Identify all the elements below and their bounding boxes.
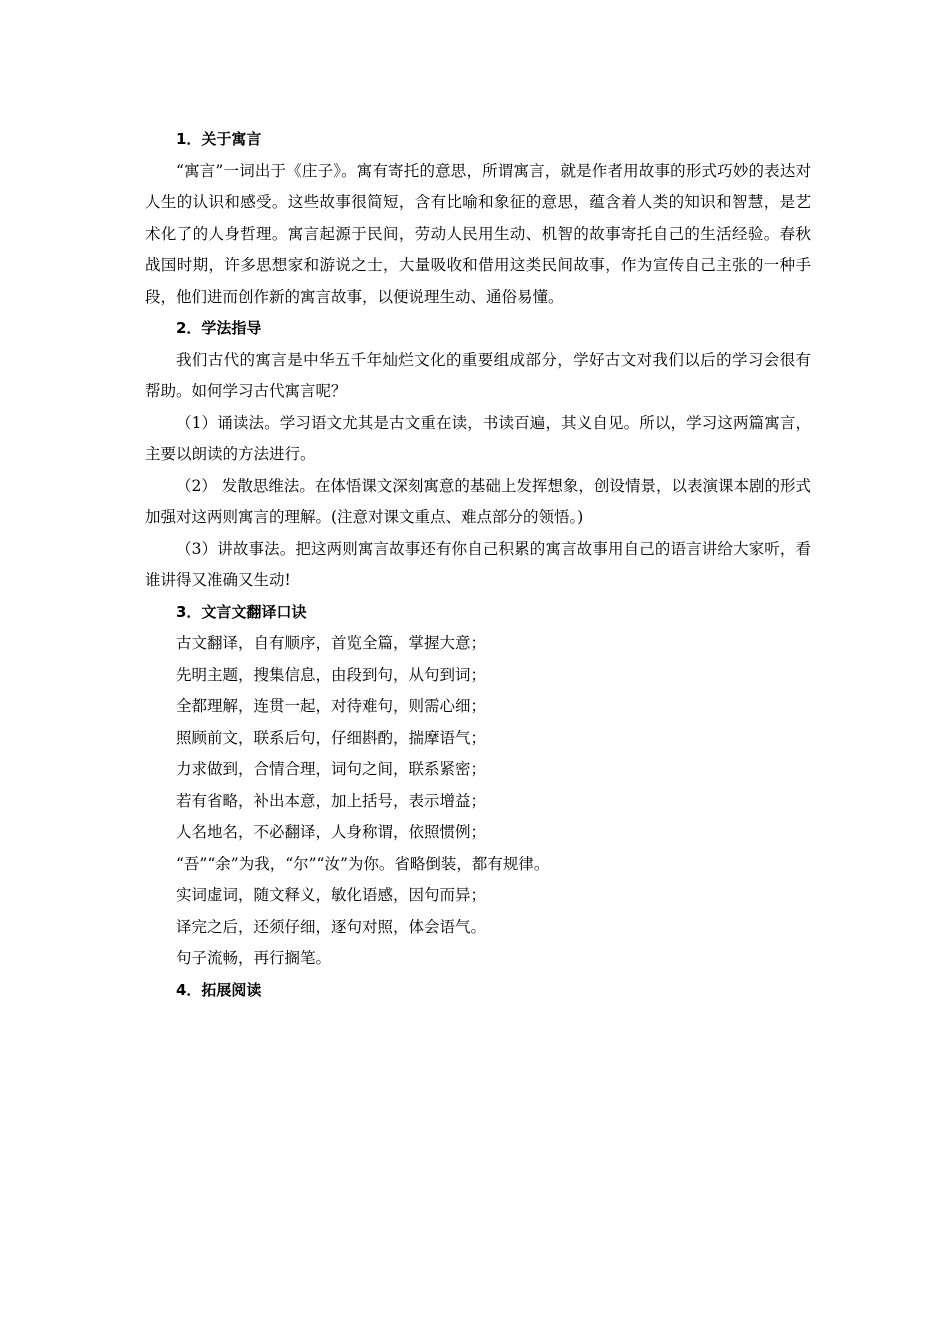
mnemonic-line: 人名地名，不必翻译，人身称谓，依照惯例； <box>176 823 487 841</box>
section-study-guide <box>145 313 811 597</box>
section-about-fables <box>145 124 811 313</box>
mnemonic-line: 全都理解，连贯一起，对待难句，则需心细； <box>176 697 487 715</box>
paragraph: 我们古代的寓言是中华五千年灿烂文化的重要组成部分，学好古文对我们以后的学习会很有帮助。如何学习古代寓言呢？ <box>145 350 811 400</box>
document-page <box>145 124 811 1006</box>
mnemonic-line: 力求做到，合情合理，词句之间，联系紧密； <box>176 760 487 778</box>
section-heading: 4．拓展阅读 <box>176 980 262 999</box>
mnemonic-line: 句子流畅，再行搁笔。 <box>176 949 332 967</box>
paragraph: （3）讲故事法。把这两则寓言故事还有你自己积累的寓言故事用自己的语言讲给大家听，看谁讲得又准确又生动! <box>145 539 811 589</box>
mnemonic-line: 若有省略，补出本意，加上括号，表示增益； <box>176 791 487 810</box>
mnemonic-line: 译完之后，还须仔细，逐句对照，体会语气。 <box>176 917 487 936</box>
section-heading: 1．关于寓言 <box>176 130 262 148</box>
mnemonic-line: 实词虚词，随文释义，敏化语感，因句而异； <box>176 886 487 904</box>
paragraph: （1）诵读法。学习语文尤其是古文重在读，书读百遍，其义自见。所以，学习这两篇寓言，主要以朗读的方法进行。 <box>145 413 811 463</box>
mnemonic-line: “吾”“余”为我，“尔”“汝”为你。省略倒装，都有规律。 <box>176 854 550 873</box>
section-translation-mnemonic <box>145 597 811 975</box>
mnemonic-line: 古文翻译，自有顺序，首览全篇，掌握大意； <box>176 634 487 652</box>
paragraph: （2） 发散思维法。在体悟课文深刻寓意的基础上发挥想象，创设情景，以表演课本剧的形式加强对这两则寓言的理解。(注意对课文重点、难点部分的领悟。) <box>145 476 811 526</box>
section-heading: 3．文言文翻译口诀 <box>176 602 307 621</box>
paragraph: “寓言”一词出于《庄子》。寓有寄托的意思，所谓寓言，就是作者用故事的形式巧妙的表达对人生的认识和感受。这些故事很简短，含有比喻和象征的意思，蕴含着人类的知识和智慧，是艺术化了的人身哲理。寓言起源于民间，劳动人民用生动、机智的故事寄托自己的生活经验。春秋战国时期，许多思想家和游说之士，大量吸收和借用这类民间故事，作为宣传自己主张的一种手段，他们进而创作新的寓言故事，以便说理生动、通俗易懂。 <box>145 161 811 306</box>
mnemonic-list <box>145 628 811 975</box>
mnemonic-line: 照顾前文，联系后句，仔细斟酌，揣摩语气； <box>176 728 487 747</box>
mnemonic-line: 先明主题，搜集信息，由段到句，从句到词； <box>176 665 487 684</box>
section-heading: 2．学法指导 <box>176 319 262 337</box>
section-extended-reading <box>145 975 811 1007</box>
